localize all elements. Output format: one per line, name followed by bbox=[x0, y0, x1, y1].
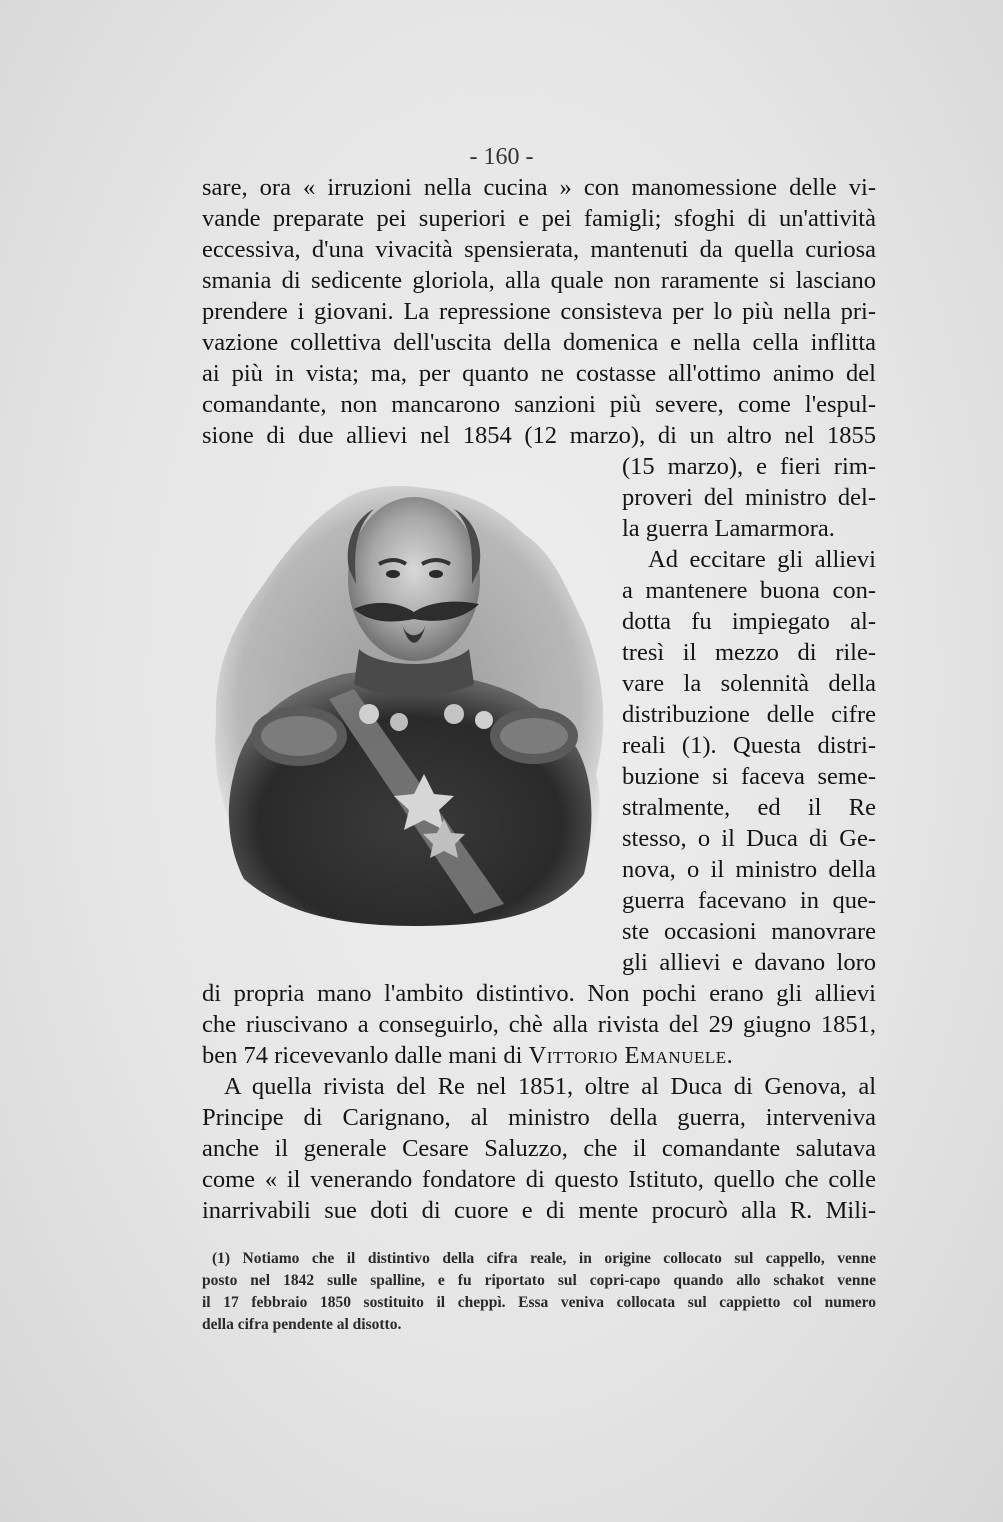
text-line: sare, ora « irruzioni nella cucina » con manomessione delle vi- bbox=[202, 174, 876, 201]
portrait-illustration bbox=[204, 474, 616, 930]
text-line: prendere i giovani. La repressione consisteva per lo più nella pri- bbox=[202, 298, 876, 325]
text-line: eccessiva, d'una vivacità spensierata, mantenuti da quella curiosa bbox=[202, 236, 876, 263]
text-line: sione di due allievi nel 1854 (12 marzo), di un altro nel 1855 bbox=[202, 422, 876, 449]
text-line: vare la solennità della bbox=[622, 670, 876, 697]
text-line: gli allievi e davano loro bbox=[622, 949, 876, 976]
king-name: Vittorio Emanuele. bbox=[528, 1042, 734, 1069]
text-line bbox=[202, 1040, 876, 1071]
footnote-line: il 17 febbraio 1850 sostituito il cheppì. Essa veniva collocata sul cappietto col numero bbox=[202, 1294, 876, 1311]
text-line: guerra facevano in que- bbox=[622, 887, 876, 914]
text-line: inarrivabili sue doti di cuore e di mente procurò alla R. Mili- bbox=[202, 1197, 876, 1224]
text-line: Ad eccitare gli allievi bbox=[648, 546, 876, 573]
text-line: vazione collettiva dell'uscita della domenica e nella cella inflitta bbox=[202, 329, 876, 356]
text-line: nova, o il ministro della bbox=[622, 856, 876, 883]
text-line: smania di sedicente gloriola, alla quale non raramente si lasciano bbox=[202, 267, 876, 294]
text-line: ai più in vista; ma, per quanto ne costasse all'ottimo animo del bbox=[202, 360, 876, 387]
text-line: di propria mano l'ambito distintivo. Non pochi erano gli allievi bbox=[202, 980, 876, 1007]
page-number: - 160 - bbox=[469, 144, 534, 170]
text-line: A quella rivista del Re nel 1851, oltre al Duca di Genova, al bbox=[224, 1073, 876, 1100]
text-line: Principe di Carignano, al ministro della guerra, interveniva bbox=[202, 1104, 876, 1131]
text-line: stralmente, ed il Re bbox=[622, 794, 876, 821]
text-line: che riuscivano a conseguirlo, chè alla rivista del 29 giugno 1851, bbox=[202, 1011, 876, 1038]
text-line: vande preparate pei superiori e pei famigli; sfoghi di un'attività bbox=[202, 205, 876, 232]
text-line: proveri del ministro del- bbox=[622, 484, 876, 511]
footnote-line: (1) Notiamo che il distintivo della cifra reale, in origine collocato sul cappello, venne bbox=[212, 1250, 876, 1267]
text-line: tresì il mezzo di rile- bbox=[622, 639, 876, 666]
text-line: buzione si faceva seme- bbox=[622, 763, 876, 790]
text-line: distribuzione delle cifre bbox=[622, 701, 876, 728]
text-line: come « il venerando fondatore di questo Istituto, quello che colle bbox=[202, 1166, 876, 1193]
footnote-line: della cifra pendente al disotto. bbox=[202, 1316, 402, 1333]
text-line: a mantenere buona con- bbox=[622, 577, 876, 604]
text-line: la guerra Lamarmora. bbox=[622, 515, 835, 542]
text-line: (15 marzo), e fieri rim- bbox=[622, 453, 876, 480]
text-line: ste occasioni manovrare bbox=[622, 918, 876, 945]
footnote-line: posto nel 1842 sulle spalline, e fu riportato sul copri-capo quando allo schakot venne bbox=[202, 1272, 876, 1289]
text-line: dotta fu impiegato al- bbox=[622, 608, 876, 635]
text-line: reali (1). Questa distri- bbox=[622, 732, 876, 759]
text-span: ben 74 ricevevanlo dalle mani di bbox=[202, 1042, 529, 1069]
text-line: anche il generale Cesare Saluzzo, che il comandante salutava bbox=[202, 1135, 876, 1162]
text-line: stesso, o il Duca di Ge- bbox=[622, 825, 876, 852]
text-line: comandante, non mancarono sanzioni più severe, come l'espul- bbox=[202, 391, 876, 418]
